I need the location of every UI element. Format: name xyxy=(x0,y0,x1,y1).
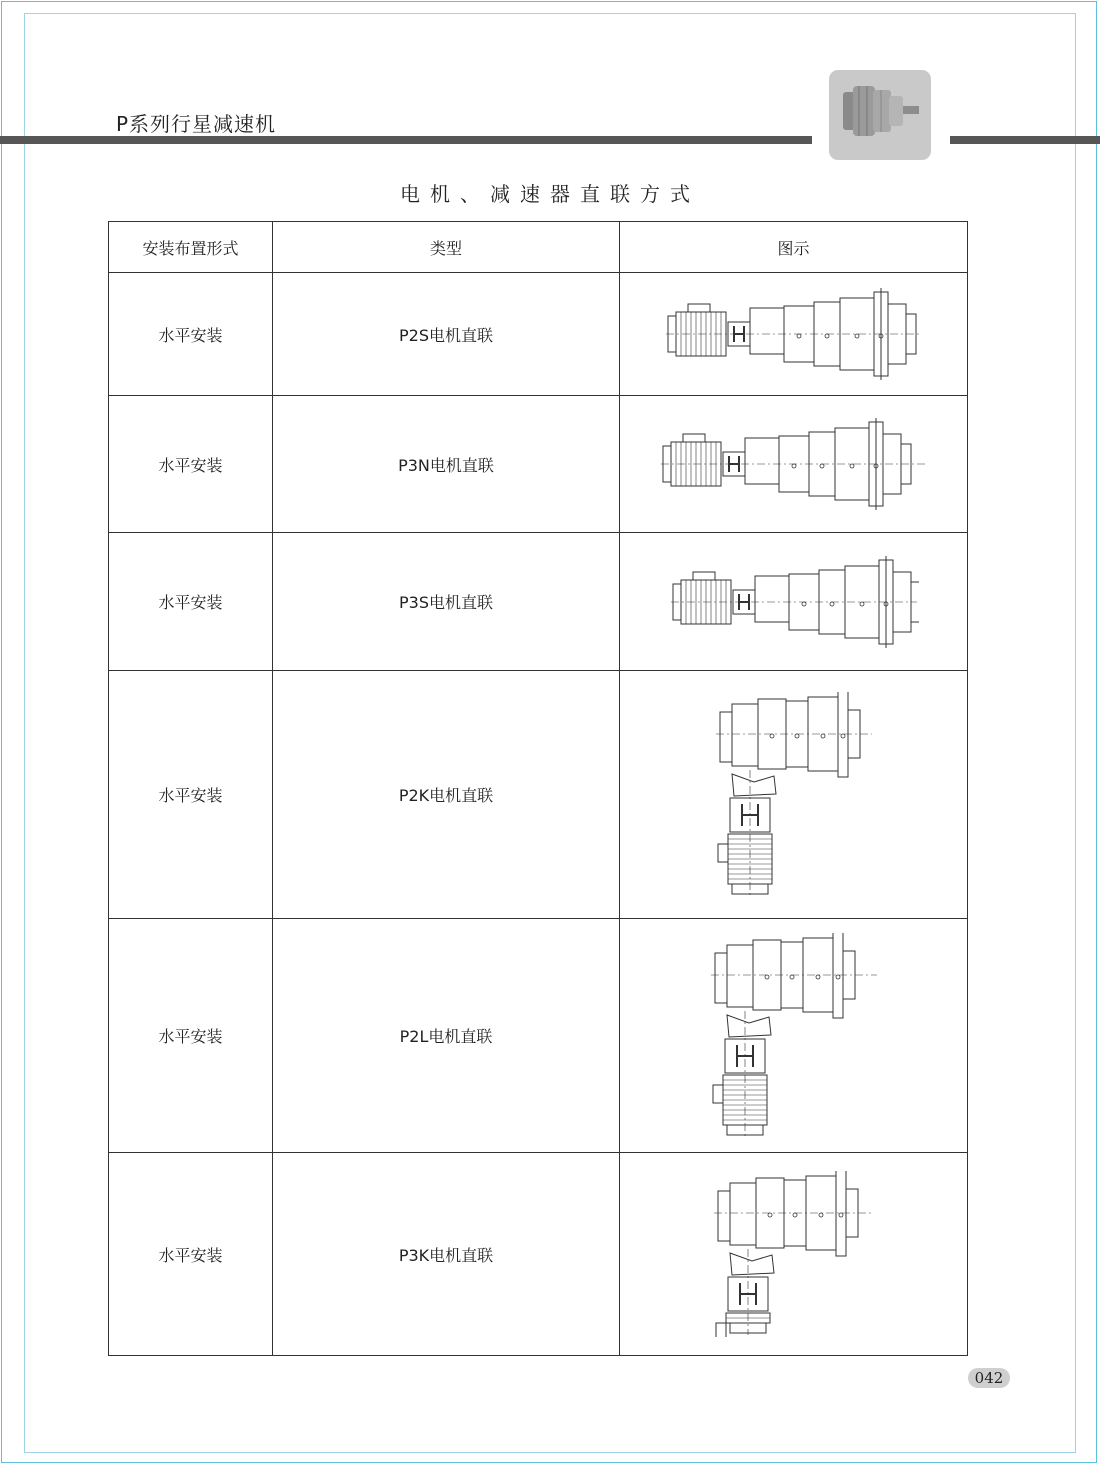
page-heading: 电机、减速器直联方式 xyxy=(400,182,700,206)
gearbox-logo-icon xyxy=(829,70,931,160)
column-header-type: 类型 xyxy=(273,222,620,273)
mounting-cell: 水平安装 xyxy=(109,273,273,396)
column-header-mounting: 安装布置形式 xyxy=(109,222,273,273)
p3n-drawing xyxy=(659,409,929,519)
series-title: P系列行星减速机 xyxy=(116,112,277,136)
diagram-cell xyxy=(620,533,968,671)
p2k-drawing xyxy=(714,692,874,898)
diagram-cell xyxy=(620,919,968,1153)
connection-methods-table xyxy=(108,221,968,1356)
mounting-cell: 水平安装 xyxy=(109,396,273,533)
table-row xyxy=(109,1153,968,1356)
table-header-row xyxy=(109,222,968,273)
diagram-cell xyxy=(620,1153,968,1356)
header-bar-right xyxy=(950,136,1100,144)
diagram-cell xyxy=(620,273,968,396)
type-cell: P3K电机直联 xyxy=(273,1153,620,1356)
type-cell: P2S电机直联 xyxy=(273,273,620,396)
product-logo-image xyxy=(829,70,931,160)
p3k-drawing xyxy=(712,1171,876,1337)
table-row xyxy=(109,671,968,919)
table-row xyxy=(109,919,968,1153)
page-number: 042 xyxy=(968,1368,1010,1388)
type-cell: P3N电机直联 xyxy=(273,396,620,533)
table-row xyxy=(109,273,968,396)
mounting-cell: 水平安装 xyxy=(109,1153,273,1356)
header-bar-left xyxy=(0,136,812,144)
p2l-drawing xyxy=(709,933,879,1139)
table-row xyxy=(109,533,968,671)
table-row xyxy=(109,396,968,533)
diagram-cell xyxy=(620,396,968,533)
diagram-cell xyxy=(620,671,968,919)
type-cell: P3S电机直联 xyxy=(273,533,620,671)
p2s-drawing xyxy=(664,286,924,382)
p3s-drawing xyxy=(669,550,919,654)
mounting-cell: 水平安装 xyxy=(109,919,273,1153)
mounting-cell: 水平安装 xyxy=(109,533,273,671)
column-header-diagram: 图示 xyxy=(620,222,968,273)
type-cell: P2K电机直联 xyxy=(273,671,620,919)
mounting-cell: 水平安装 xyxy=(109,671,273,919)
type-cell: P2L电机直联 xyxy=(273,919,620,1153)
